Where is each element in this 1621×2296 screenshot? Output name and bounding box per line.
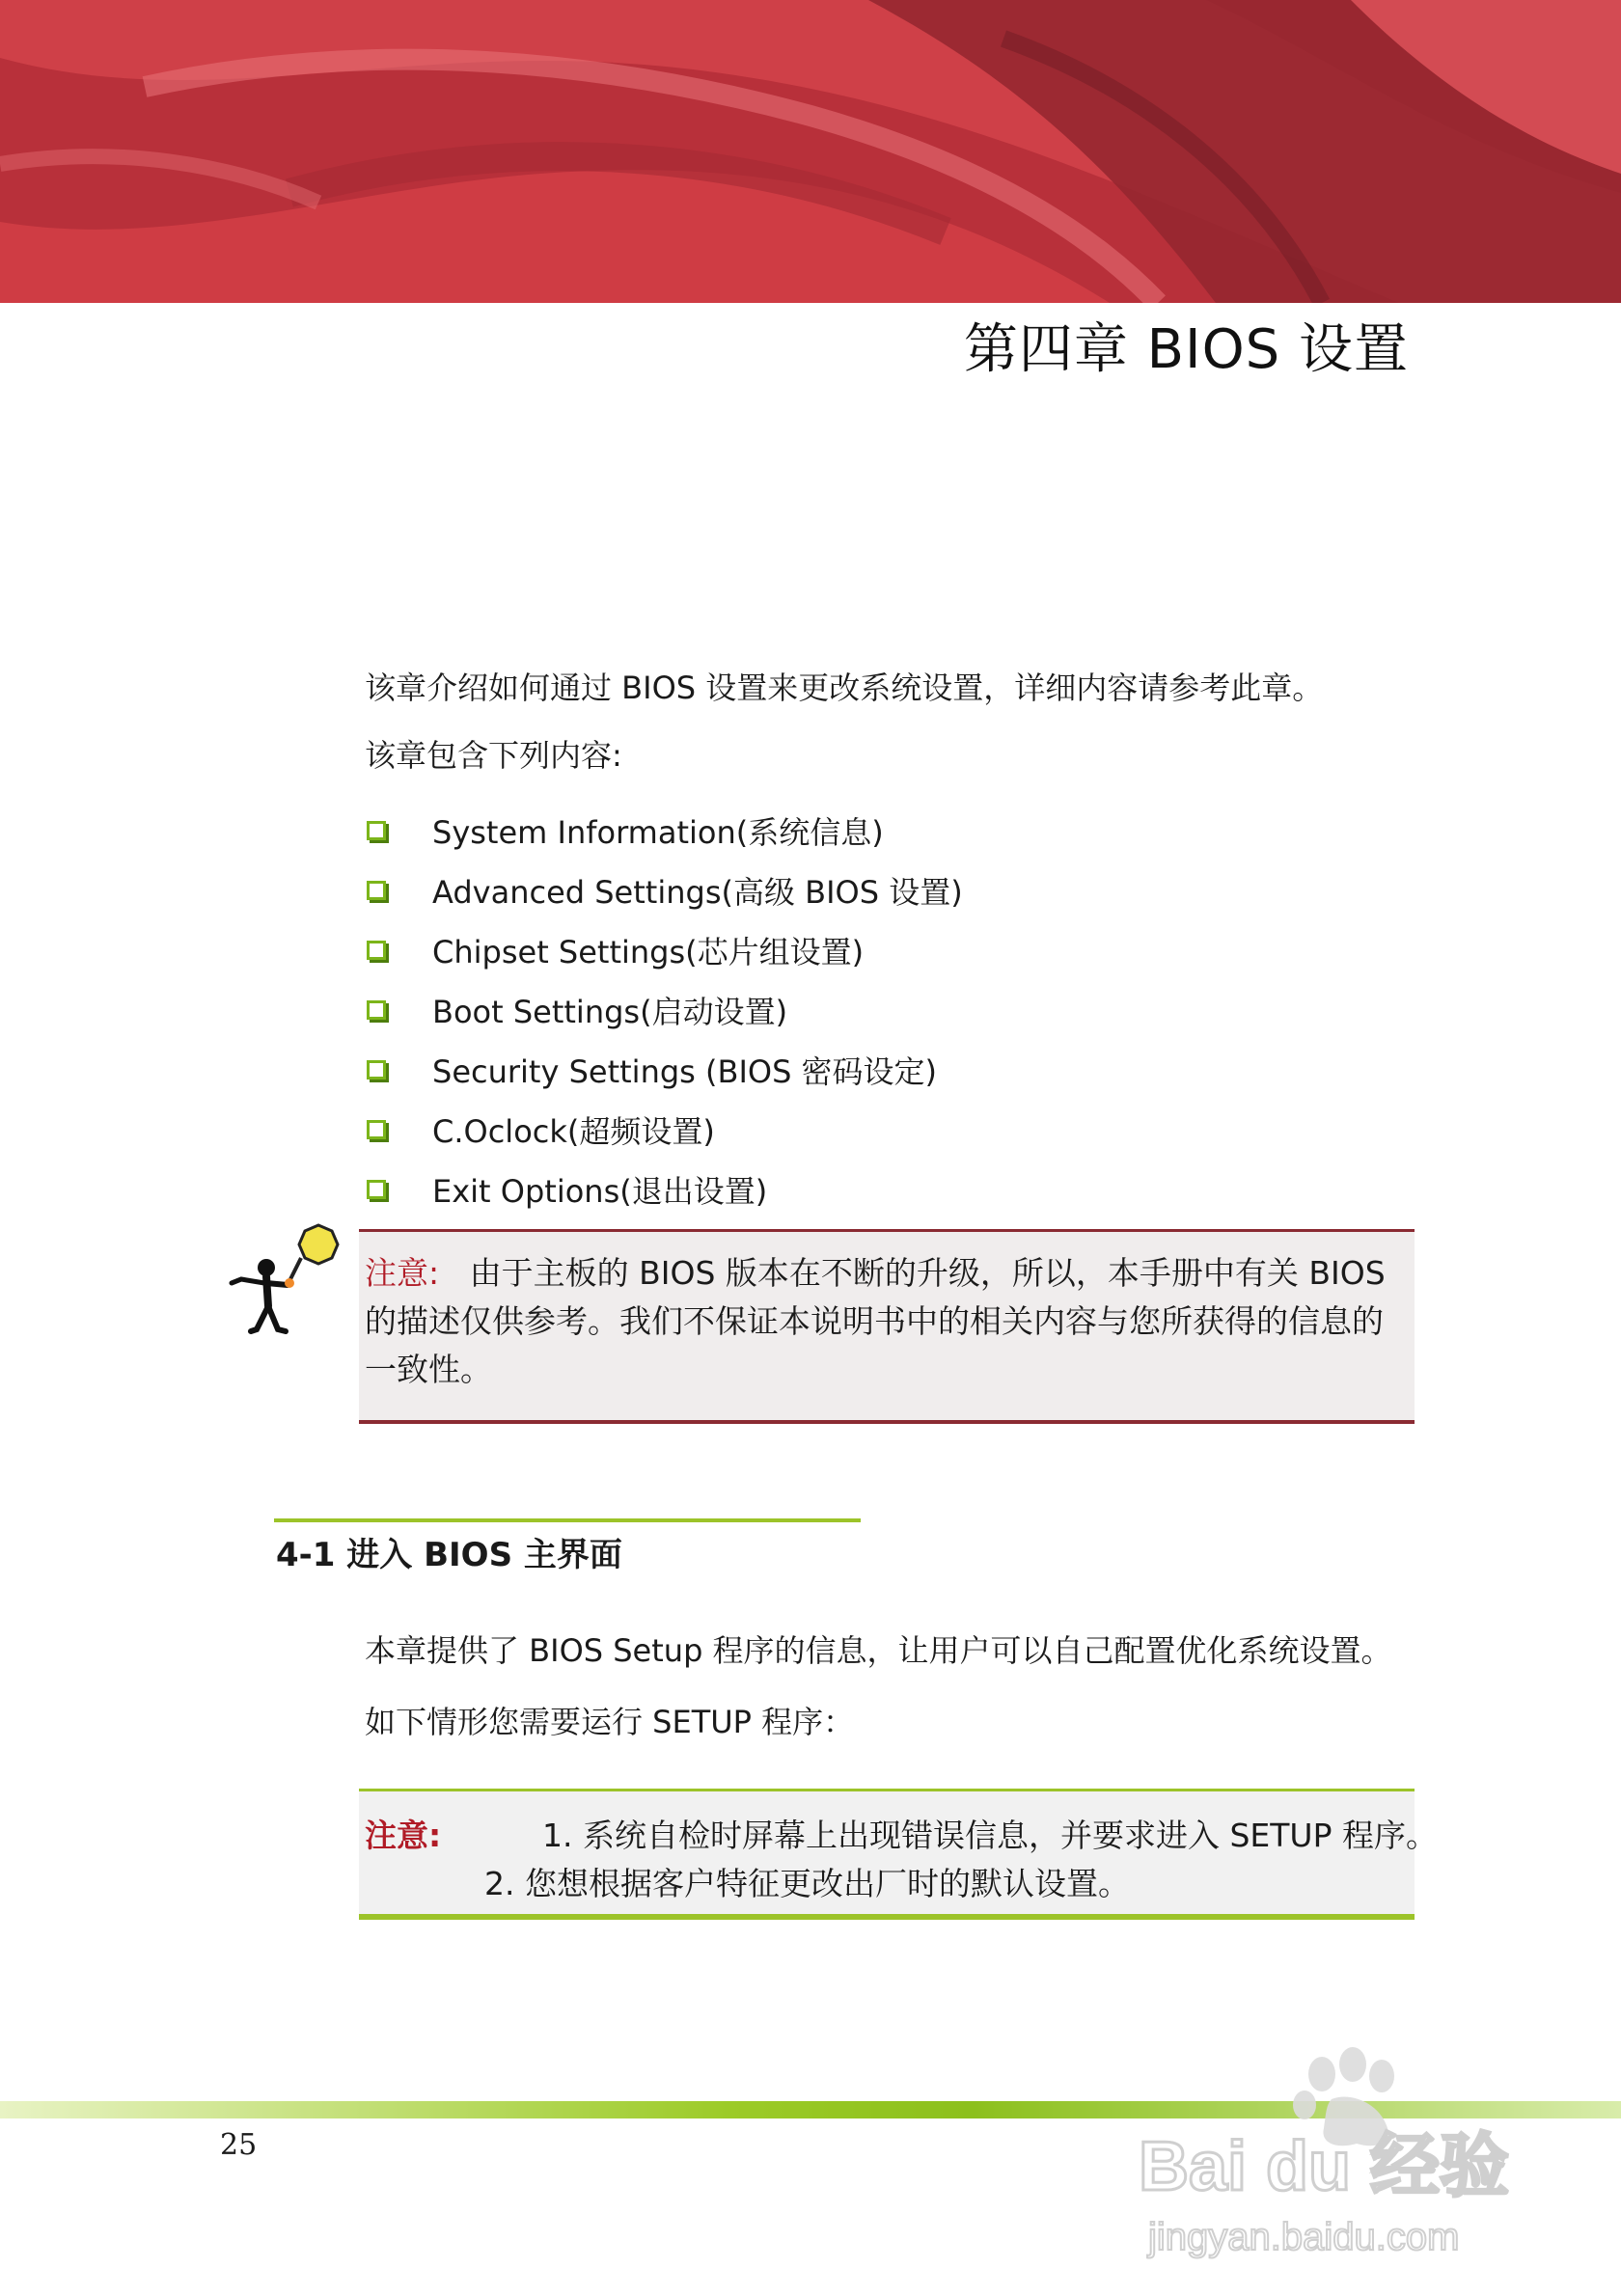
intro-list-heading: 该章包含下列内容: bbox=[365, 737, 622, 774]
note-list-item: 1. 系统自检时屏幕上出现错误信息，并要求进入 SETUP 程序。 bbox=[542, 1817, 1438, 1854]
watermark-brand: Bai du 经验 bbox=[1139, 2128, 1510, 2205]
note-label: 注意: bbox=[365, 1817, 442, 1854]
list-item bbox=[365, 1160, 963, 1219]
list-item-label: C.Oclock(超频设置) bbox=[432, 1113, 715, 1150]
section-divider bbox=[274, 1518, 861, 1522]
checkbox-bullet-icon bbox=[367, 941, 386, 960]
list-item-label: Chipset Settings(芯片组设置) bbox=[432, 934, 865, 970]
baidu-watermark bbox=[1139, 2036, 1544, 2267]
list-item-label: Exit Options(退出设置) bbox=[432, 1173, 768, 1210]
list-item bbox=[365, 920, 963, 980]
caution-sign-figure-icon bbox=[228, 1223, 351, 1345]
checkbox-bullet-icon bbox=[367, 1180, 386, 1199]
checkbox-bullet-icon bbox=[367, 1000, 386, 1020]
checkbox-bullet-icon bbox=[367, 1120, 386, 1139]
section-heading: 4-1 进入 BIOS 主界面 bbox=[276, 1536, 622, 1574]
list-item bbox=[365, 1100, 963, 1160]
note-text: 由于主板的 BIOS 版本在不断的升级，所以，本手册中有关 BIOS 的描述仅供参考。我们不保证本说明书中的相关内容与您所获得的信息的一致性。 bbox=[365, 1254, 1386, 1388]
list-item-label: Security Settings (BIOS 密码设定) bbox=[432, 1053, 938, 1090]
watermark-url: jingyan.baidu.com bbox=[1148, 2216, 1460, 2258]
list-item bbox=[365, 1040, 963, 1100]
list-item bbox=[365, 980, 963, 1040]
intro-paragraph: 该章介绍如何通过 BIOS 设置来更改系统设置，详细内容请参考此章。 bbox=[365, 670, 1324, 706]
header-banner bbox=[0, 0, 1621, 303]
section-paragraph: 如下情形您需要运行 SETUP 程序： bbox=[365, 1704, 855, 1740]
caution-note-body bbox=[365, 1249, 1407, 1394]
checkbox-bullet-icon bbox=[367, 821, 386, 840]
section-paragraph: 本章提供了 BIOS Setup 程序的信息，让用户可以自己配置优化系统设置。 bbox=[365, 1632, 1392, 1669]
list-item-label: Boot Settings(启动设置) bbox=[432, 994, 788, 1030]
note-list-item: 2. 您想根据客户特征更改出厂时的默认设置。 bbox=[484, 1865, 1130, 1902]
contents-list bbox=[365, 801, 963, 1219]
page-number: 25 bbox=[220, 2128, 258, 2162]
checkbox-bullet-icon bbox=[367, 881, 386, 900]
caution-note-box bbox=[359, 1229, 1415, 1424]
setup-note-box bbox=[359, 1789, 1438, 1920]
chapter-title: 第四章 BIOS 设置 bbox=[963, 318, 1409, 381]
list-item bbox=[365, 801, 963, 861]
list-item-label: System Information(系统信息) bbox=[432, 814, 884, 851]
list-item bbox=[365, 861, 963, 920]
checkbox-bullet-icon bbox=[367, 1060, 386, 1080]
note-label: 注意: bbox=[365, 1254, 440, 1292]
list-item-label: Advanced Settings(高级 BIOS 设置) bbox=[432, 874, 963, 911]
